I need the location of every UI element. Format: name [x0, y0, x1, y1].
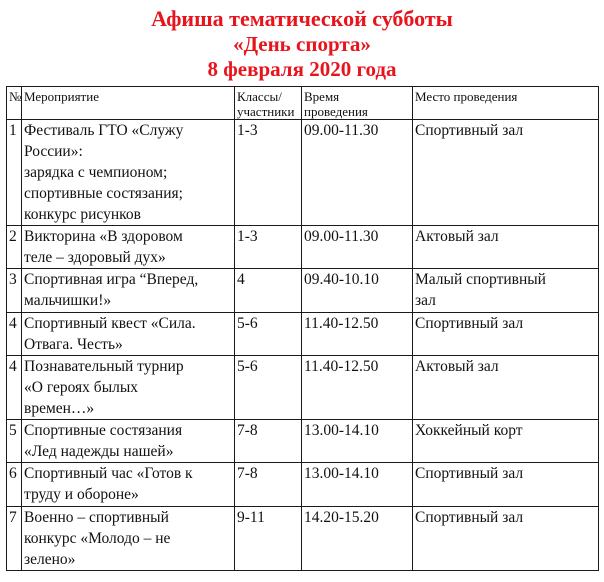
- column-header-place: Место проведения: [413, 87, 599, 120]
- table-row: [7, 463, 599, 507]
- time-value: 09.00-11.30: [302, 120, 413, 226]
- classes-value: 7-8: [235, 463, 302, 507]
- place-value: Актовый зал: [413, 356, 599, 420]
- classes-value: 5-6: [235, 313, 302, 356]
- classes-value: 9-11: [235, 507, 302, 571]
- event-name: Спортивный квест «Сила. Отвага. Честь»: [22, 313, 235, 356]
- place-value: Спортивный зал: [413, 120, 599, 226]
- column-header-event: Мероприятие: [22, 87, 235, 120]
- poster-header: [0, 6, 604, 82]
- table-row: [7, 269, 599, 313]
- place-value: Актовый зал: [413, 226, 599, 269]
- time-value: 11.40-12.50: [302, 313, 413, 356]
- row-number: 7: [7, 507, 22, 571]
- time-value: 09.00-11.30: [302, 226, 413, 269]
- row-number: 4: [7, 356, 22, 420]
- time-value: 11.40-12.50: [302, 356, 413, 420]
- table-row: [7, 313, 599, 356]
- row-number: 4: [7, 313, 22, 356]
- time-value: 09.40-10.10: [302, 269, 413, 313]
- place-value: Спортивный зал: [413, 313, 599, 356]
- row-number: 2: [7, 226, 22, 269]
- table-row: [7, 120, 599, 226]
- table-row: [7, 507, 599, 571]
- row-number: 3: [7, 269, 22, 313]
- place-value: Малый спортивный зал: [413, 269, 599, 313]
- table-row: [7, 226, 599, 269]
- time-value: 14.20-15.20: [302, 507, 413, 571]
- column-header-number: №: [7, 87, 22, 120]
- place-value: Хоккейный корт: [413, 420, 599, 463]
- event-name: Военно – спортивный конкурс «Молодо – не зелено»: [22, 507, 235, 571]
- event-name: Спортивные состязания «Лед надежды нашей»: [22, 420, 235, 463]
- place-value: Спортивный зал: [413, 507, 599, 571]
- classes-value: 5-6: [235, 356, 302, 420]
- column-header-time: Время проведения: [302, 87, 413, 120]
- time-value: 13.00-14.10: [302, 420, 413, 463]
- classes-value: 1-3: [235, 120, 302, 226]
- table-header-row: [7, 87, 599, 120]
- event-name: Викторина «В здоровом теле – здоровый дух»: [22, 226, 235, 269]
- event-name: Фестиваль ГТО «Служу России»: зарядка с чемпионом; спортивные состязания; конкурс рисунков: [22, 120, 235, 226]
- classes-value: 7-8: [235, 420, 302, 463]
- place-value: Спортивный зал: [413, 463, 599, 507]
- row-number: 6: [7, 463, 22, 507]
- event-name: Спортивный час «Готов к труду и обороне»: [22, 463, 235, 507]
- event-name: Познавательный турнир «О героях былых времен…»: [22, 356, 235, 420]
- column-header-classes: Классы/ участники: [235, 87, 302, 120]
- time-value: 13.00-14.10: [302, 463, 413, 507]
- schedule-table: [6, 86, 599, 571]
- poster-title: Афиша тематической субботы: [151, 6, 453, 31]
- classes-value: 4: [235, 269, 302, 313]
- table-row: [7, 356, 599, 420]
- row-number: 1: [7, 120, 22, 226]
- row-number: 5: [7, 420, 22, 463]
- table-row: [7, 420, 599, 463]
- poster-date: 8 февраля 2020 года: [207, 57, 397, 81]
- event-name: Спортивная игра “Вперед, мальчишки!»: [22, 269, 235, 313]
- poster-subtitle: «День спорта»: [233, 32, 371, 56]
- classes-value: 1-3: [235, 226, 302, 269]
